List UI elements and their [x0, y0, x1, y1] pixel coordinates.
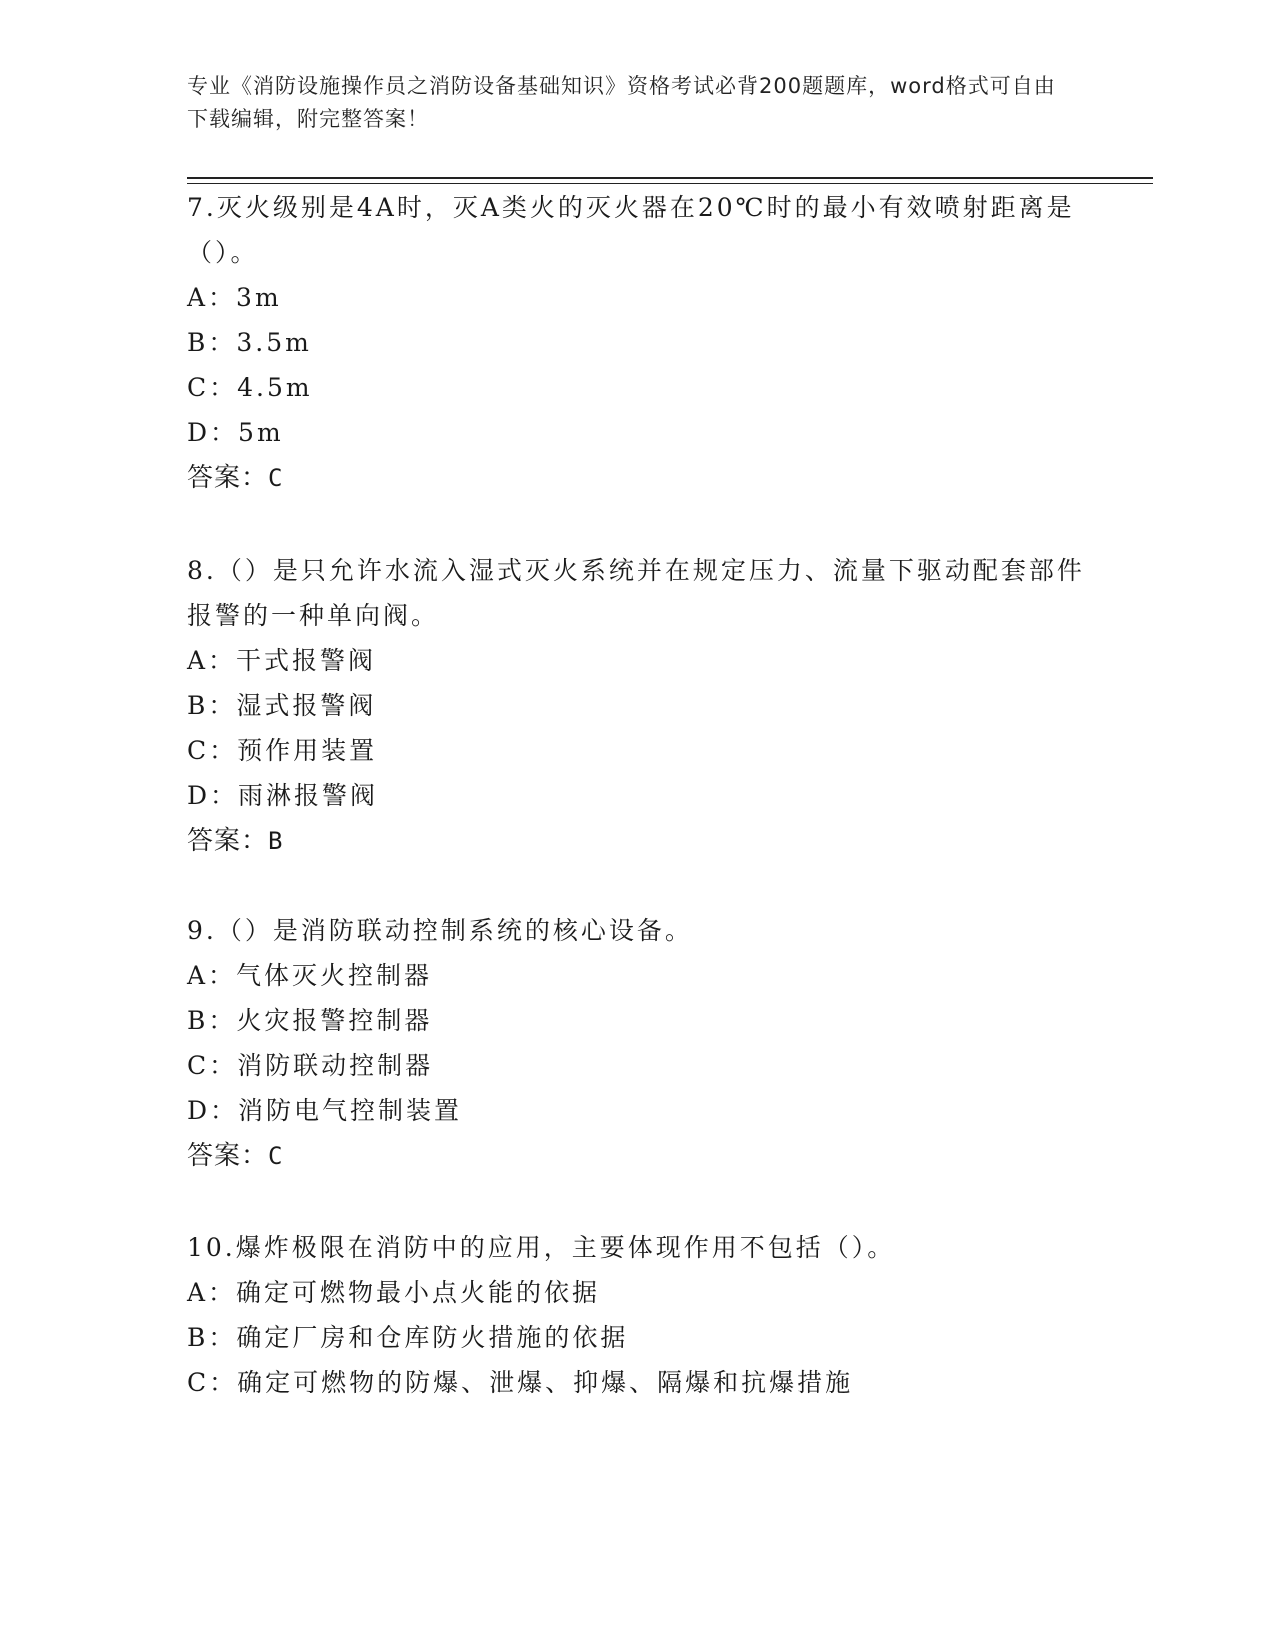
option-b: B：确定厂房和仓库防火措施的依据 [187, 1323, 629, 1352]
option-c: C：消防联动控制器 [187, 1051, 434, 1080]
answer-label: 答案： [187, 826, 269, 856]
question-8 [187, 548, 1087, 864]
question-stem: 7.灭火级别是4A时，灭A类火的灭火器在20℃时的最小有效喷射距离是（）。 [187, 193, 1075, 267]
question-9 [187, 908, 1087, 1179]
header-divider-top [187, 177, 1153, 179]
question-stem: 10.爆炸极限在消防中的应用，主要体现作用不包括（）。 [187, 1233, 896, 1262]
option-d: D：消防电气控制装置 [187, 1096, 463, 1125]
answer-value: C [268, 1142, 284, 1170]
answer [187, 818, 1087, 864]
option-a: A：气体灭火控制器 [187, 961, 433, 990]
question-7 [187, 185, 1087, 501]
answer-value: B [268, 827, 284, 855]
answer [187, 455, 1087, 501]
answer [187, 1133, 1087, 1179]
option-b: B：湿式报警阀 [187, 691, 377, 720]
header-divider-bottom [187, 183, 1153, 184]
option-b: B：火灾报警控制器 [187, 1006, 433, 1035]
option-c: C：预作用装置 [187, 736, 378, 765]
option-b: B：3.5m [187, 328, 312, 357]
document-intro: 专业《消防设施操作员之消防设备基础知识》资格考试必背200题题库，word格式可自由下载编辑，附完整答案！ [187, 74, 1056, 131]
answer-value: C [268, 464, 284, 492]
option-d: D：5m [187, 418, 284, 447]
answer-label: 答案： [187, 463, 269, 493]
question-10 [187, 1225, 1087, 1405]
answer-label: 答案： [187, 1141, 269, 1171]
option-a: A：干式报警阀 [187, 646, 377, 675]
option-c: C：确定可燃物的防爆、泄爆、抑爆、隔爆和抗爆措施 [187, 1368, 854, 1397]
option-a: A：3m [187, 283, 282, 312]
option-d: D：雨淋报警阀 [187, 781, 379, 810]
option-c: C：4.5m [187, 373, 313, 402]
question-stem: 9.（）是消防联动控制系统的核心设备。 [187, 916, 693, 945]
option-a: A：确定可燃物最小点火能的依据 [187, 1278, 601, 1307]
question-stem: 8.（）是只允许水流入湿式灭火系统并在规定压力、流量下驱动配套部件报警的一种单向阀。 [187, 556, 1085, 630]
